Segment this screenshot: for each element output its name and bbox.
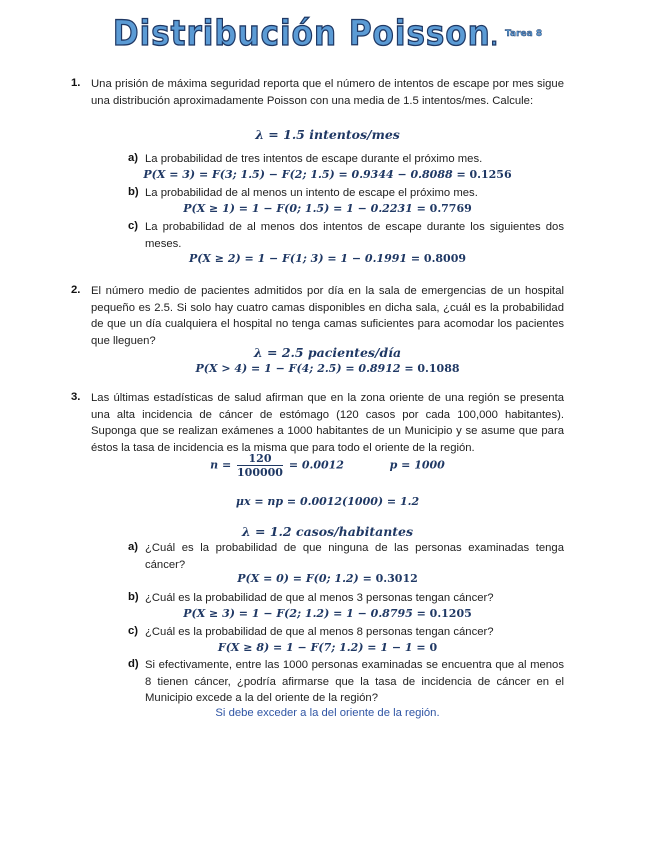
question-3-text: Las últimas estadísticas de salud afirman que en la zona oriente de una región se presenta una alta incidencia de cáncer de estómago (120 casos por cada 100,000 habitantes). Suponga que se realizan exámenes a 1000 habitantes de un Municipio y se asume que para éstos la tasa de incidencia es la misma que para todo el oriente de la región. [91, 392, 564, 455]
q1b-label: b) [128, 186, 139, 198]
page-subtitle: Tarea 8 [505, 29, 543, 39]
q3d-text: Si efectivamente, entre las 1000 personas examinadas se encuentra que al menos 8 tienen cáncer, ¿podría afirmarse que la tasa de incidencia de cáncer en el Municipio excede a la del oriente de la región? [145, 659, 564, 705]
q3a-label: a) [128, 541, 139, 553]
q2-equation: P(X > 4) = 1 − F(4; 2.5) = 0.8912 = 0.1088 [195, 362, 460, 375]
title-block [0, 13, 655, 55]
q1b-equation: P(X ≥ 1) = 1 − F(0; 1.5) = 1 − 0.2231 = 0.7769 [183, 202, 472, 215]
q1c-result: 0.8009 [423, 252, 467, 265]
q3b-text: ¿Cuál es la probabilidad de que al menos 3 personas tengan cáncer? [145, 592, 494, 604]
q3b-equation: P(X ≥ 3) = 1 − F(2; 1.2) = 1 − 0.8795 = 0.1205 [183, 607, 472, 620]
q2-result: 0.1088 [417, 362, 460, 375]
q1a-equation: P(X = 3) = F(3; 1.5) − F(2; 1.5) = 0.9344 − 0.8088 = 0.1256 [143, 168, 512, 181]
q1a-text: La probabilidad de tres intentos de escape durante el próximo mes. [145, 153, 483, 165]
q3a-result: 0.3012 [375, 572, 418, 585]
q3a-equation: P(X = 0) = F(0; 1.2) = 0.3012 [237, 572, 418, 585]
q1a-label: a) [128, 152, 139, 164]
q1b-result: 0.7769 [429, 202, 472, 215]
q1c-equation: P(X ≥ 2) = 1 − F(1; 3) = 1 − 0.1991 = 0.8009 [188, 252, 467, 265]
page-title: Distribución Poisson. [112, 13, 499, 55]
q3-p-equation: p = 1000 [389, 458, 445, 472]
q3-n-fraction: $\frac{120}{100000}$ [237, 452, 283, 479]
q3b-result: 0.1205 [429, 607, 472, 620]
q1a-result: 0.1256 [469, 168, 512, 181]
q3c-text: ¿Cuál es la probabilidad de que al menos 8 personas tengan cáncer? [145, 626, 494, 638]
q3d-answer: Si debe exceder a la del oriente de la región. [215, 707, 440, 719]
question-3-number: 3. [71, 391, 81, 403]
q3c-label: c) [128, 625, 139, 637]
question-2-number: 2. [71, 284, 81, 296]
q3c-result: 0 [429, 641, 438, 654]
q3b-label: b) [128, 591, 139, 603]
q3d-label: d) [128, 658, 139, 670]
q1c-label: c) [128, 220, 139, 232]
question-1-lambda: λ = 1.5 intentos/mes [255, 127, 400, 142]
question-2-text: El número medio de pacientes admitidos por día en la sala de emergencias de un hospital pequeño es 2.5. Si solo hay cuatro camas disponibles en dicha sala, ¿cuál es la probabilidad de que un día cualquiera el hospital no tenga camas suficientes para acomodar los pacientes que lleguen? [91, 285, 564, 348]
q3-mu-equation: μx = np = 0.0012(1000) = 1.2 [235, 495, 420, 508]
question-1-number: 1. [71, 77, 81, 89]
q3-n-equation: n = $\frac{120}{100000}$ = 0.0012 p = 1000 [210, 452, 445, 479]
q1c-text: La probabilidad de al menos dos intentos de escape durante los siguientes dos meses. [145, 221, 564, 250]
q3a-text: ¿Cuál es la probabilidad de que ninguna de las personas examinadas tenga cáncer? [145, 542, 564, 571]
question-3-lambda: λ = 1.2 casos/habitantes [241, 524, 414, 539]
q3c-equation: F(X ≥ 8) = 1 − F(7; 1.2) = 1 − 1 = 0 [217, 641, 438, 654]
question-1-text: Una prisión de máxima seguridad reporta que el número de intentos de escape por mes sigue una distribución aproximadamente Poisson con una media de 1.5 intentos/mes. Calcule: [91, 78, 564, 107]
q1b-text: La probabilidad de al menos un intento de escape el próximo mes. [145, 187, 478, 199]
question-2-lambda: λ = 2.5 pacientes/día [253, 345, 402, 360]
